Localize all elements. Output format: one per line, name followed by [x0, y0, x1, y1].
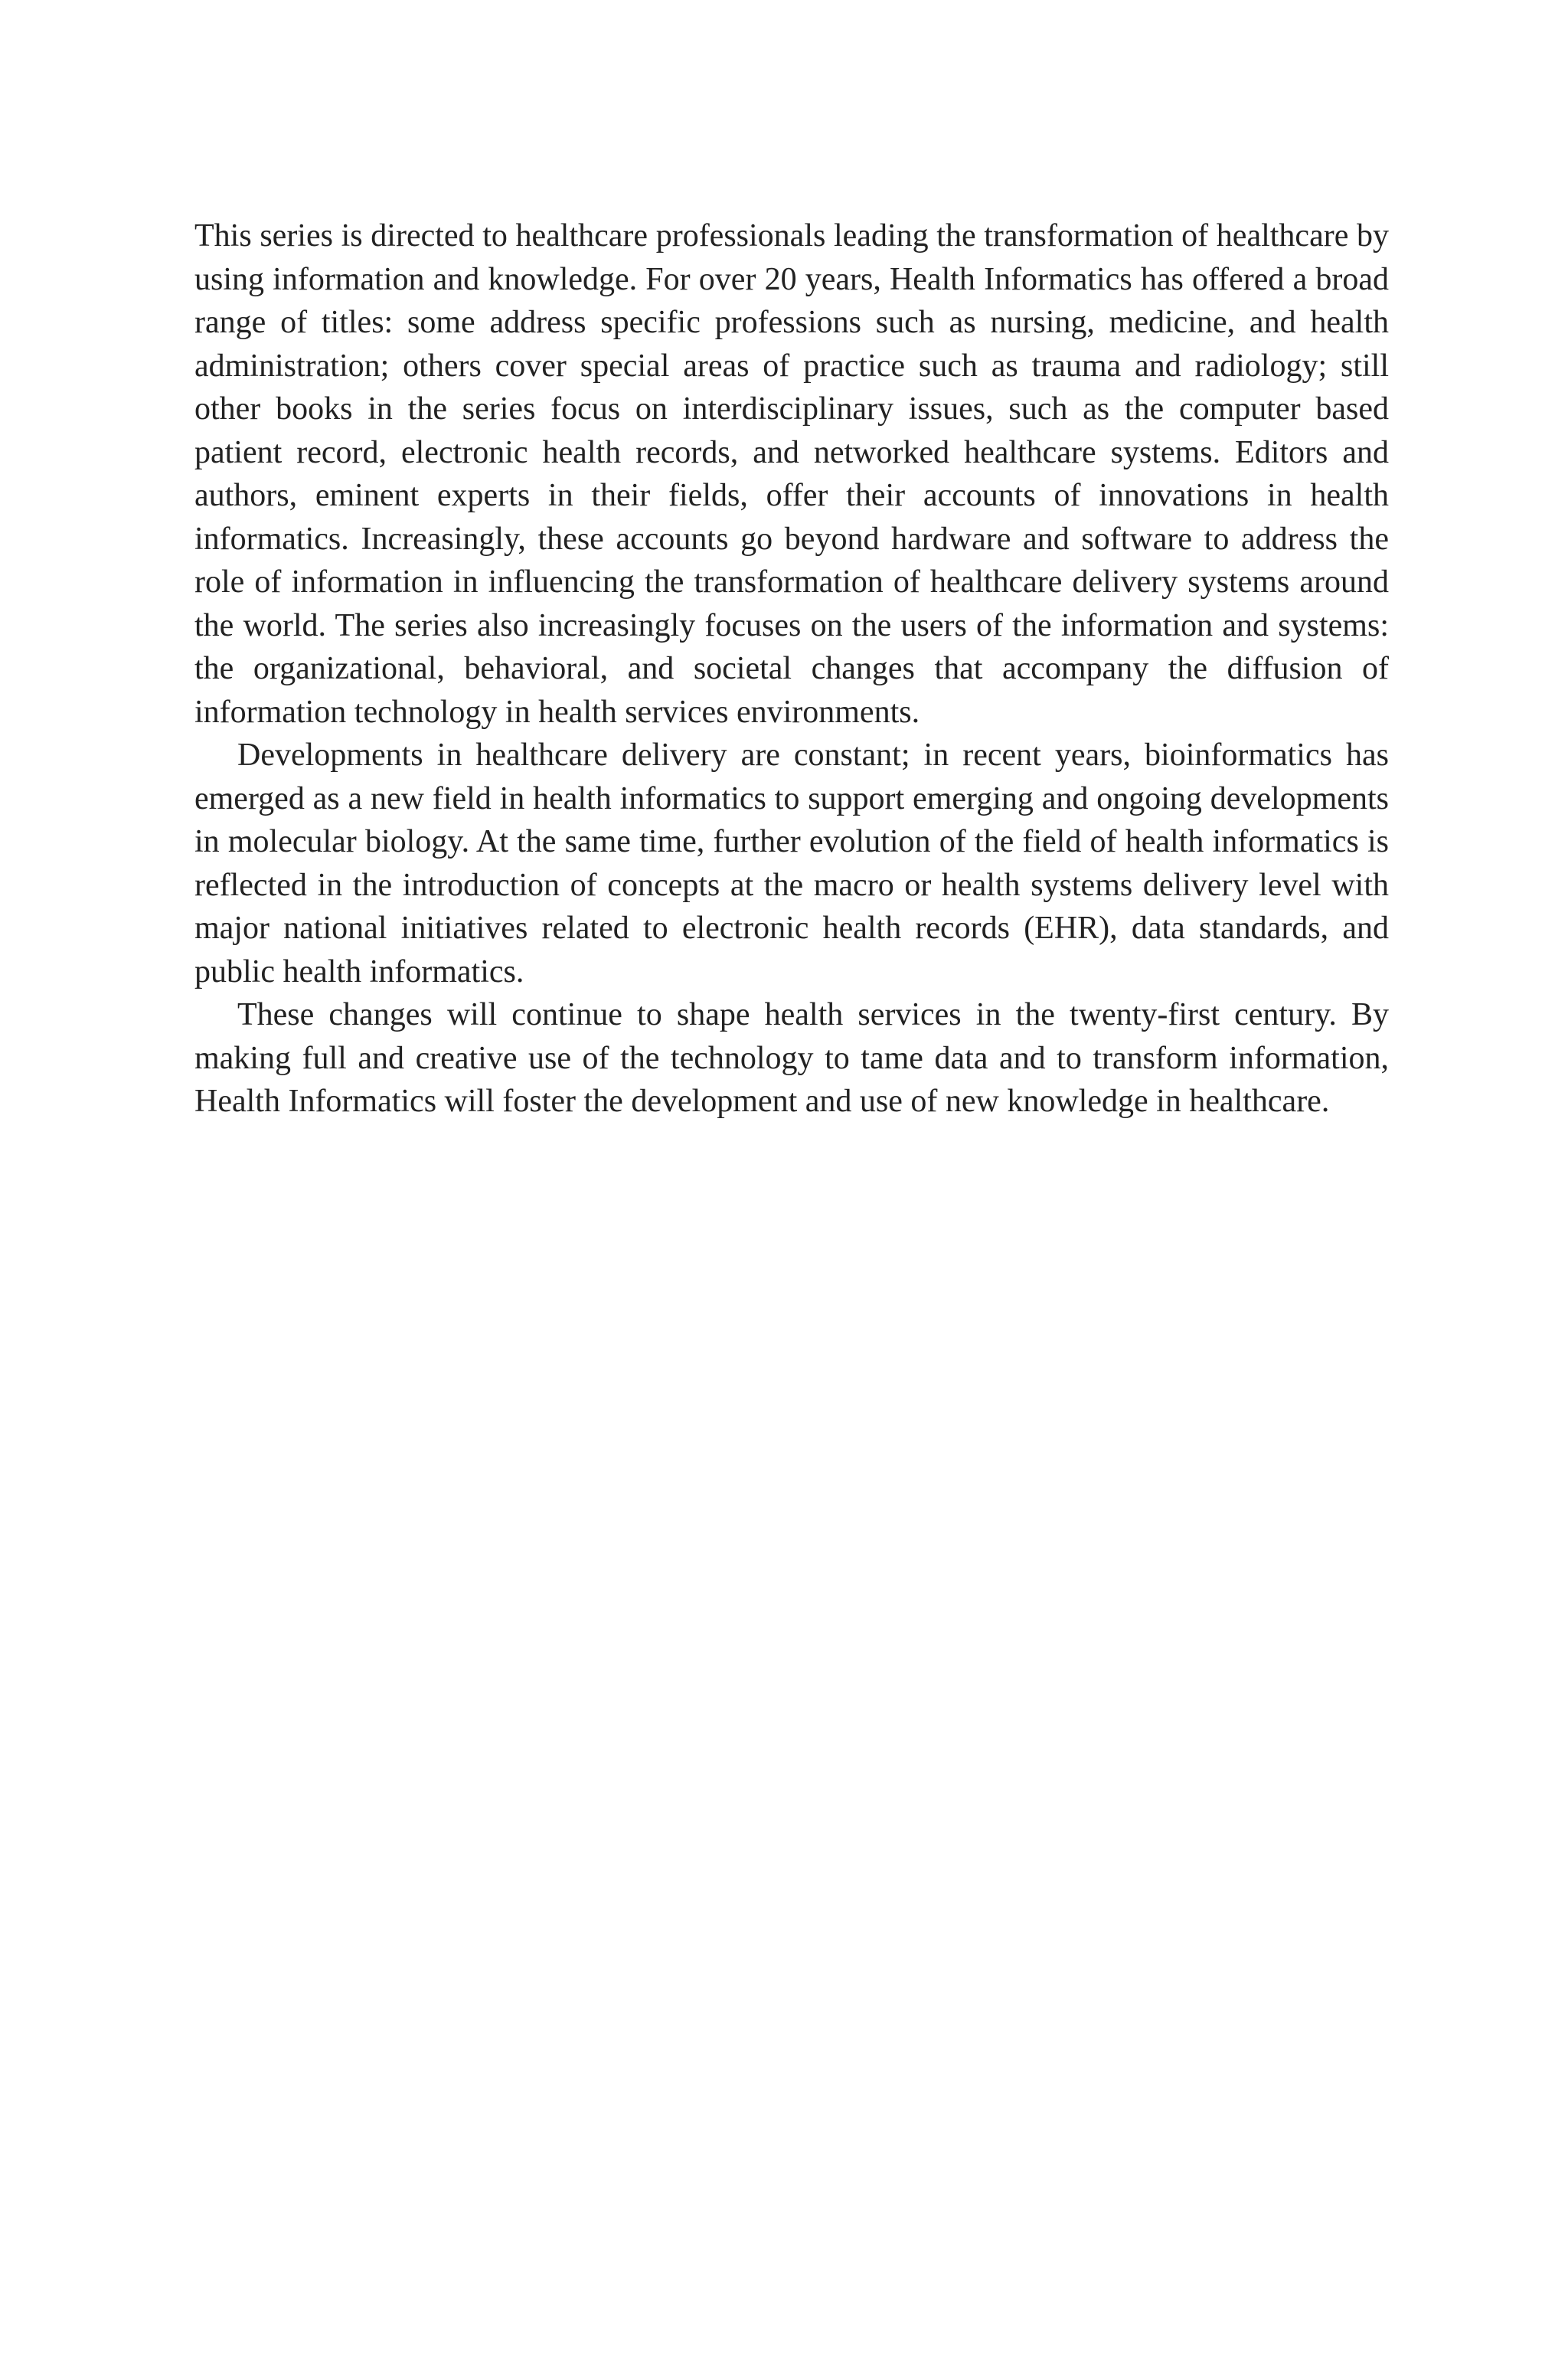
paragraph-developments: Developments in healthcare delivery are constant; in recent years, bioinformatics has emerged as a new field in health informatics to support emerging and ongoing developments in molecular biology. At the same time, further evolution of the field of health informatics is reflected in the introduction of concepts at the macro or health systems delivery level with major national initiatives related to electronic health records (EHR), data standards, and public health informatics. — [194, 738, 1389, 989]
paragraph-changes: These changes will continue to shape health services in the twenty-first century. By making full and creative use of the technology to tame data and to transform information, Health Informatics will foster the development and use of new knowledge in healthcare. — [194, 997, 1389, 1119]
paragraph-series-description: This series is directed to healthcare professionals leading the transformation of healthcare by using information and knowledge. For over 20 years, Health Informatics has offered a broad range of titles: some address specific professions such as nursing, medicine, and health administration; others cover special areas of practice such as trauma and radiology; still other books in the series focus on interdisciplinary issues, such as the computer based patient record, electronic health records, and networked healthcare systems. Editors and authors, eminent experts in their fields, offer their accounts of innovations in health informatics. Increasingly, these accounts go beyond hardware and software to address the role of information in influencing the transformation of healthcare delivery systems around the world. The series also increasingly focuses on the users of the information and systems: the organizational, behavioral, and societal changes that accompany the diffusion of information technology in health services environments. — [194, 218, 1389, 730]
body-text — [194, 214, 1389, 1124]
